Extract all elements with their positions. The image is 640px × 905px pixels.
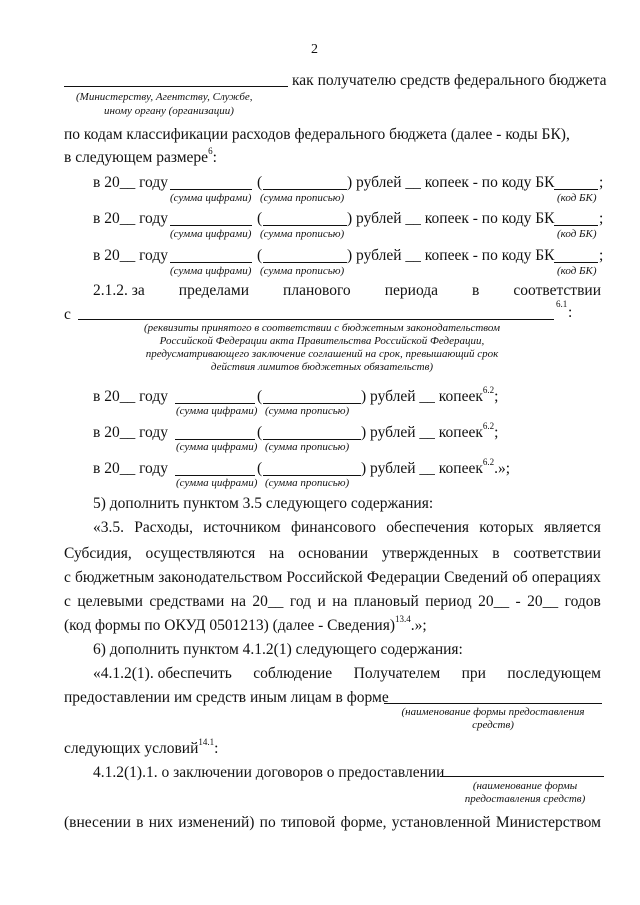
- sum-words-blank: [263, 189, 347, 190]
- form-name-blank-1: [384, 703, 602, 704]
- clause-412-last-line: (внесении в них изменений) по типовой форме, установленной Министерством: [64, 814, 601, 831]
- form-name-caption-2: (наименование формы предоставления средств): [464, 780, 586, 805]
- act-details-blank: [78, 319, 554, 320]
- clause-412-line2: предоставлении им средств иным лицам в форме: [64, 689, 389, 706]
- clause-412-sub: 4.1.2(1).1. о заключении договоров о предоставлении: [93, 764, 445, 781]
- codes-paragraph-line1: по кодам классификации расходов федерального бюджета (далее - коды БК),: [64, 126, 570, 143]
- section-212-heading: 2.1.2. за пределами планового периода в соответствии: [93, 282, 601, 299]
- ministry-caption-line1: (Министерству, Агентству, Службе,: [76, 91, 253, 103]
- item-6: 6) дополнить пунктом 4.1.2(1) следующего содержания:: [93, 641, 463, 658]
- clause-35-line3: с бюджетным законодательством Российской Федерации Сведений об операциях: [64, 569, 601, 586]
- sum-digits-blank: [170, 189, 252, 190]
- section-212-c: с: [64, 306, 71, 323]
- bk-code-blank: [554, 189, 598, 190]
- clause-35-line2: Субсидия, осуществляются на основании утвержденных в соответствии: [64, 545, 601, 562]
- form-name-blank-2: [440, 776, 604, 777]
- clause-412-line3: следующих условий$^{14.1}$:: [64, 737, 219, 757]
- recipient-text: как получателю средств федерального бюджета: [292, 72, 607, 89]
- clause-412-line1: «4.1.2(1). обеспечить соблюдение Получателем при последующем: [93, 665, 601, 682]
- clause-35-line5: (код формы по ОКУД 0501213) (далее - Сведения)$^{13.4}$.»;: [64, 614, 427, 634]
- ministry-caption-line2: иному органу (организации): [104, 105, 234, 117]
- form-name-caption-1: (наименование формы предоставления средств): [401, 706, 585, 731]
- document-page: 2 как получателю средств федерального бюджета (Министерству, Агентству, Службе, иному органу (организации) по кодам классификации расходов федерального бюджета (далее - коды БК), в следующем размере$^6$: в 20__ году ( ) рублей __ копеек - по коду БК ; (сумма цифрами) (сумма прописью) (код БК) в 20__ году ( ) рублей __ копеек - по коду БК ; (сумма цифрами) (сумма прописью) (код БК) в 20__ году ( ) рублей __ копеек - по коду БК ; (сумма цифрами) (сумма прописью) (код БК) 2.1.2. за пределами планового периода в соответствии с 6.1 : (реквизиты принятого в соответствии с бюджетным законодательством Российской Федерации акта Правительства Российской Федерации, предусматривающего заключение соглашений на срок, превышающий срок действия лимитов бюджетных обязательств) в 20__ году ( ) рублей __ копеек$^{6.2}$; (сумма цифрами) (сумма прописью) в 20__ году ( ) рублей __ копеек$^{6.2}$; (сумма цифрами) (сумма прописью) в 20__ году ( ) рублей __ копеек$^{6.2}$.»; (сумма цифрами) (сумма прописью) 5) дополнить пунктом 3.5 следующего содержания: «3.5. Расходы, источником финансового обеспечения которых является Субсидия, осуществляются на основании утвержденных в соответствии с бюджетным законодательством Российской Федерации Сведений об операциях с целевыми средствами на 20__ год и на плановый период 20__ - 20__ годов (код формы по ОКУД 0501213) (далее - Сведения)$^{13.4}$.»; 6) дополнить пунктом 4.1.2(1) следующего содержания: «4.1.2(1). обеспечить соблюдение Получателем при последующем предоставлении им средств иным лицам в форме (наименование формы предоставления средств) следующих условий$^{14.1}$: 4.1.2(1).1. о заключении договоров о предоставлении (наименование формы предоставления средств) (внесении в них изменений) по типовой форме, установленной Министерством: [64, 42, 607, 831]
- item-5: 5) дополнить пунктом 3.5 следующего содержания:: [93, 495, 434, 512]
- page-number: 2: [311, 42, 318, 57]
- act-details-caption: (реквизиты принятого в соответствии с бюджетным законодательством Российской Федерации акта Правительства Российской Федерации, предусматривающего заключение соглашений на срок, превышающий срок действия лимитов бюджетных обязательств): [143, 322, 501, 373]
- ministry-blank-line: [64, 86, 288, 87]
- codes-paragraph-line2: в следующем размере$^6$:: [64, 146, 217, 166]
- clause-35-line4: с целевыми средствами на 20__ год и на плановый период 20__ - 20__ годов: [64, 593, 601, 610]
- clause-35-line1: «3.5. Расходы, источником финансового обеспечения которых является: [93, 519, 601, 536]
